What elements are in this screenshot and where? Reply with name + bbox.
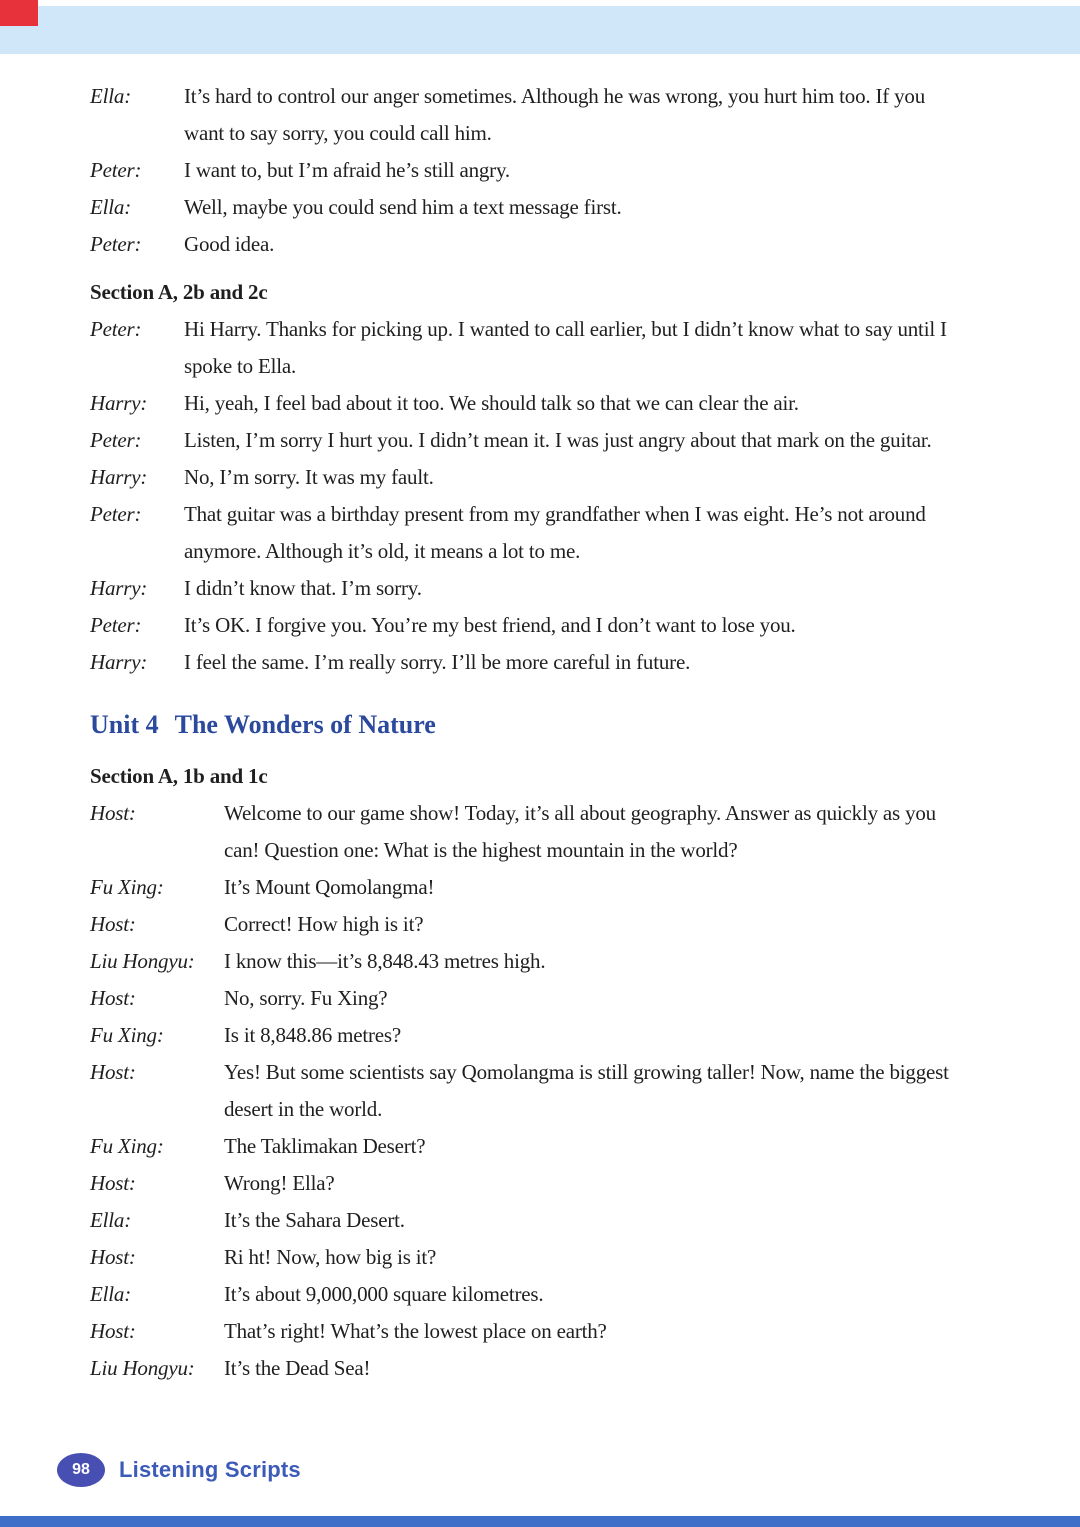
speaker-label: Peter: — [90, 613, 142, 637]
top-banner — [0, 6, 1080, 54]
dialogue-line — [90, 1017, 952, 1054]
page-number-badge — [57, 1453, 105, 1487]
page-number: 98 — [72, 1461, 90, 1478]
speaker-label: Ella: — [90, 84, 131, 108]
dialogue-text: No, sorry. Fu Xing? — [224, 986, 388, 1010]
speaker-label: Host: — [90, 801, 136, 825]
unit-title: The Wonders of Nature — [174, 710, 436, 739]
speaker-label: Peter: — [90, 158, 142, 182]
speaker-label: Ella: — [90, 195, 131, 219]
dialogue-line — [90, 607, 952, 644]
dialogue-text: Welcome to our game show! Today, it’s all about geography. Answer as quickly as you can! Question one: What is the highest mountain in the world? — [224, 801, 936, 862]
speaker-label: Harry: — [90, 576, 148, 600]
dialogue-text: No, I’m sorry. It was my fault. — [184, 465, 434, 489]
dialogue-line — [90, 459, 952, 496]
dialogue-text: I know this—it’s 8,848.43 metres high. — [224, 949, 546, 973]
dialogue-text: Hi Harry. Thanks for picking up. I wanted to call earlier, but I didn’t know what to say until I spoke to Ella. — [184, 317, 947, 378]
speaker-label: Fu Xing: — [90, 1023, 164, 1047]
dialogue-line — [90, 570, 952, 607]
dialogue-line — [90, 1054, 952, 1128]
dialogue-text: Correct! How high is it? — [224, 912, 424, 936]
speaker-label: Ella: — [90, 1282, 131, 1306]
speaker-label: Host: — [90, 1171, 136, 1195]
dialogue-line — [90, 496, 952, 570]
dialogue-text: Listen, I’m sorry I hurt you. I didn’t mean it. I was just angry about that mark on the guitar. — [184, 428, 932, 452]
dialogue-text: I want to, but I’m afraid he’s still angry. — [184, 158, 510, 182]
dialogue-text: That’s right! What’s the lowest place on earth? — [224, 1319, 607, 1343]
dialogue-text: It’s the Dead Sea! — [224, 1356, 371, 1380]
dialogue-text: Yes! But some scientists say Qomolangma is still growing taller! Now, name the biggest desert in the world. — [224, 1060, 949, 1121]
dialogue-line — [90, 943, 952, 980]
dialogue-line — [90, 78, 952, 152]
dialogue-text: Good idea. — [184, 232, 275, 256]
dialogue-line — [90, 1202, 952, 1239]
dialogue-line — [90, 152, 952, 189]
dialogue-text: It’s OK. I forgive you. You’re my best friend, and I don’t want to lose you. — [184, 613, 796, 637]
unit-label: Unit 4 — [90, 710, 159, 739]
speaker-label: Fu Xing: — [90, 1134, 164, 1158]
speaker-label: Peter: — [90, 502, 142, 526]
footer-label: Listening Scripts — [119, 1457, 301, 1482]
speaker-label: Fu Xing: — [90, 875, 164, 899]
dialogue-text: Is it 8,848.86 metres? — [224, 1023, 401, 1047]
dialogue-line — [90, 385, 952, 422]
dialogue-line — [90, 422, 952, 459]
dialogue-text: Wrong! Ella? — [224, 1171, 335, 1195]
speaker-label: Host: — [90, 912, 136, 936]
dialogue-line — [90, 644, 952, 681]
speaker-label: Harry: — [90, 650, 148, 674]
dialogue-text: The Taklimakan Desert? — [224, 1134, 426, 1158]
dialogue-line — [90, 311, 952, 385]
dialogue-line — [90, 1165, 952, 1202]
dialogue-line — [90, 1350, 952, 1387]
dialogue-block — [90, 78, 952, 263]
dialogue-text: Well, maybe you could send him a text message first. — [184, 195, 622, 219]
dialogue-text: I feel the same. I’m really sorry. I’ll be more careful in future. — [184, 650, 691, 674]
speaker-label: Harry: — [90, 465, 148, 489]
section-header: Section A, 1b and 1c — [90, 764, 268, 788]
speaker-label: Harry: — [90, 391, 148, 415]
listening-scripts-content — [90, 78, 952, 1387]
dialogue-text: It’s the Sahara Desert. — [224, 1208, 405, 1232]
red-corner-tab — [0, 0, 38, 26]
dialogue-text: Hi, yeah, I feel bad about it too. We should talk so that we can clear the air. — [184, 391, 799, 415]
dialogue-block — [90, 758, 952, 1387]
dialogue-line — [90, 980, 952, 1017]
dialogue-line — [90, 1128, 952, 1165]
dialogue-text: That guitar was a birthday present from my grandfather when I was eight. He’s not around anymore. Although it’s old, it means a lot to me. — [184, 502, 926, 563]
dialogue-line — [90, 226, 952, 263]
unit-heading — [90, 705, 952, 745]
dialogue-text: I didn’t know that. I’m sorry. — [184, 576, 422, 600]
speaker-label: Host: — [90, 1245, 136, 1269]
speaker-label: Ella: — [90, 1208, 131, 1232]
dialogue-line — [90, 1276, 952, 1313]
dialogue-line — [90, 1313, 952, 1350]
dialogue-line — [90, 795, 952, 869]
speaker-label: Liu Hongyu: — [90, 949, 195, 973]
speaker-label: Host: — [90, 1319, 136, 1343]
dialogue-line — [90, 1239, 952, 1276]
dialogue-text: It’s Mount Qomolangma! — [224, 875, 435, 899]
speaker-label: Peter: — [90, 317, 142, 341]
bottom-bar — [0, 1516, 1080, 1527]
dialogue-line — [90, 906, 952, 943]
dialogue-text: Ri ht! Now, how big is it? — [224, 1245, 437, 1269]
speaker-label: Peter: — [90, 232, 142, 256]
speaker-label: Liu Hongyu: — [90, 1356, 195, 1380]
footer — [57, 1453, 301, 1487]
speaker-label: Host: — [90, 1060, 136, 1084]
dialogue-block — [90, 274, 952, 681]
dialogue-text: It’s about 9,000,000 square kilometres. — [224, 1282, 544, 1306]
dialogue-text: It’s hard to control our anger sometimes. Although he was wrong, you hurt him too. If you want to say sorry, you could call him. — [184, 84, 925, 145]
dialogue-line — [90, 869, 952, 906]
dialogue-line — [90, 189, 952, 226]
section-header: Section A, 2b and 2c — [90, 280, 268, 304]
speaker-label: Host: — [90, 986, 136, 1010]
speaker-label: Peter: — [90, 428, 142, 452]
